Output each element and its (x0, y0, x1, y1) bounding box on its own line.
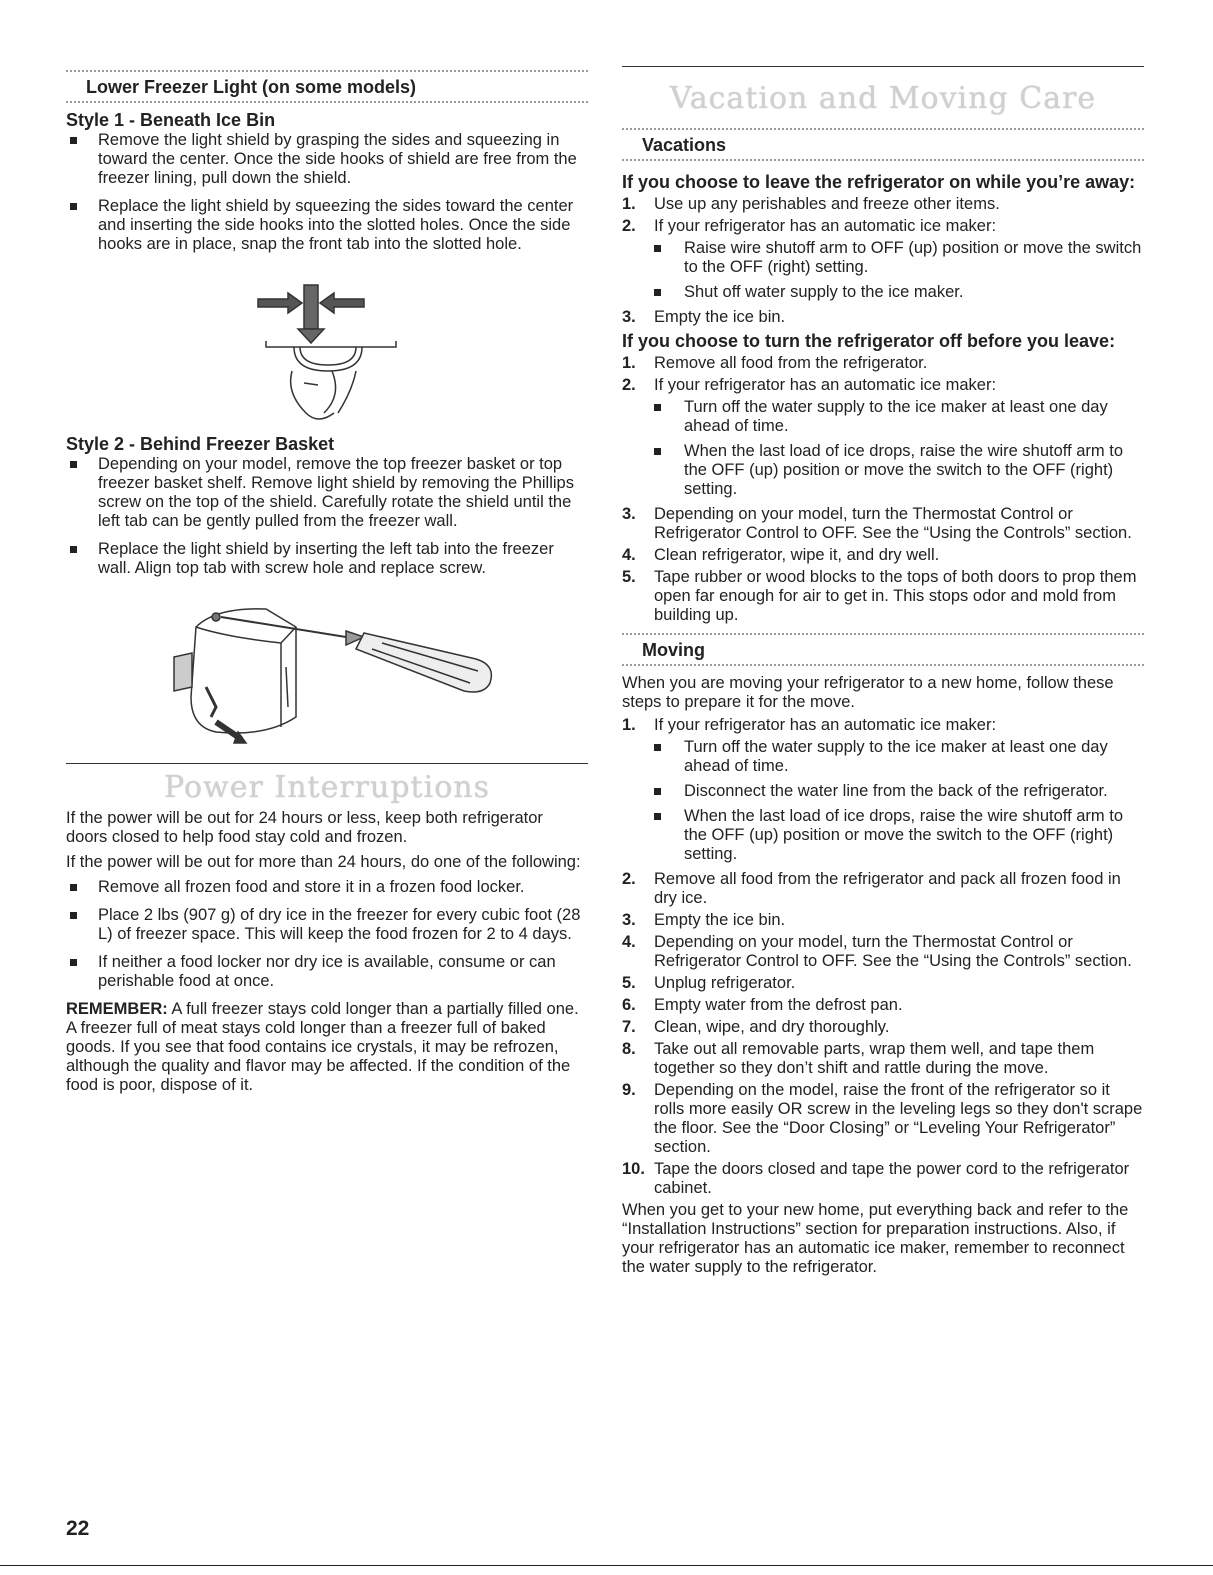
vacation-steps-on-cont (622, 308, 1144, 327)
list-item: Raise wire shutoff arm to OFF (up) position or move the switch to the OFF (right) setting. (622, 239, 1144, 277)
list-item: 1. If your refrigerator has an automatic ice maker: (622, 716, 997, 734)
power-para-2: If the power will be out for more than 24 hours, do one of the following: (66, 853, 581, 871)
power-list (66, 878, 588, 991)
list-item: 2. Remove all food from the refrigerator and pack all frozen food in dry ice. (622, 870, 1121, 907)
vacation-steps-off (622, 354, 1144, 395)
list-item: 3. Empty the ice bin. (622, 308, 786, 326)
list-item: 2. If your refrigerator has an automatic ice maker: (622, 217, 997, 235)
power-para-1: If the power will be out for 24 hours or less, keep both refrigerator doors closed to help food stay cold and frozen. (66, 809, 543, 846)
list-item: Turn off the water supply to the ice maker at least one day ahead of time. (622, 398, 1144, 436)
list-item: Replace the light shield by squeezing the sides toward the center and inserting the side hooks into the slotted holes. Once the side hooks are in place, snap the front tab into the slotted hole. (66, 197, 588, 254)
list-item: If neither a food locker nor dry ice is available, consume or can perishable food at once. (66, 953, 588, 991)
moving-step-1 (622, 716, 1144, 735)
section-divider (622, 66, 1144, 67)
freezer-basket-light-shield-figure (66, 587, 588, 757)
vacation-steps-on (622, 195, 1144, 236)
left-column (66, 62, 588, 1095)
ice-bin-light-shield-figure (66, 263, 588, 431)
list-item: 5. Tape rubber or wood blocks to the tops of both doors to prop them open far enough for air to get in. This stops odor and mold from building up. (622, 568, 1137, 624)
list-item: 6. Empty water from the defrost pan. (622, 996, 903, 1014)
list-item: Replace the light shield by inserting the left tab into the freezer wall. Align top tab with screw hole and replace screw. (66, 540, 588, 578)
vacations-subheading: Vacations (622, 128, 1144, 161)
right-column (622, 62, 1144, 1277)
moving-steps (622, 870, 1144, 1198)
vacation-moving-title: Vacation and Moving Care (669, 81, 1097, 116)
vacation-on-sub-list (622, 239, 1144, 302)
list-item: Turn off the water supply to the ice maker at least one day ahead of time. (622, 738, 1144, 776)
remember-label: REMEMBER: (66, 1000, 168, 1018)
moving-intro: When you are moving your refrigerator to a new home, follow these steps to prepare it for the move. (622, 674, 1114, 711)
list-item: 3. Empty the ice bin. (622, 911, 786, 929)
list-item: Disconnect the water line from the back of the refrigerator. (622, 782, 1144, 801)
remember-paragraph (66, 1000, 588, 1095)
page-number: 22 (66, 1517, 90, 1540)
list-item: 10. Tape the doors closed and tape the power cord to the refrigerator cabinet. (622, 1160, 1130, 1197)
list-item: 4. Depending on your model, turn the Thermostat Control or Refrigerator Control to OFF. See the “Using the Controls” section. (622, 933, 1132, 970)
list-item: Place 2 lbs (907 g) of dry ice in the freezer for every cubic foot (28 L) of freezer space. This will keep the food frozen for 2 to 4 days. (66, 906, 588, 944)
list-item: When the last load of ice drops, raise the wire shutoff arm to the OFF (up) position or move the switch to the OFF (right) setting. (622, 807, 1144, 864)
style1-list (66, 131, 588, 254)
list-item: 7. Clean, wipe, and dry thoroughly. (622, 1018, 890, 1036)
style2-heading: Style 2 - Behind Freezer Basket (66, 434, 335, 454)
moving-sub-list (622, 738, 1144, 864)
list-item: Shut off water supply to the ice maker. (622, 283, 1144, 302)
moving-closing: When you get to your new home, put everything back and refer to the “Installation Instructions” section for preparation instructions. Also, if your refrigerator has an automatic ice maker, remember to reconnect the water supply to the refrigerator. (622, 1201, 1129, 1276)
vacation-steps-off-cont (622, 505, 1144, 625)
moving-subheading: Moving (622, 633, 1144, 666)
section-title-freezer-light: Lower Freezer Light (on some models) (66, 70, 588, 103)
list-item: 1. Use up any perishables and freeze other items. (622, 195, 1000, 213)
list-item: 8. Take out all removable parts, wrap them well, and tape them together so they don’t shift and rattle during the move. (622, 1040, 1095, 1077)
section-divider (66, 763, 588, 764)
list-item: 5. Unplug refrigerator. (622, 974, 796, 992)
list-item: Remove the light shield by grasping the sides and squeezing in toward the center. Once the side hooks of shield are free from the freezer lining, pull down the shield. (66, 131, 588, 188)
list-item: 2. If your refrigerator has an automatic ice maker: (622, 376, 997, 394)
list-item: Remove all frozen food and store it in a frozen food locker. (66, 878, 588, 897)
list-item: 4. Clean refrigerator, wipe it, and dry well. (622, 546, 940, 564)
list-item: When the last load of ice drops, raise the wire shutoff arm to the OFF (up) position or move the switch to the OFF (right) setting. (622, 442, 1144, 499)
list-item: 9. Depending on the model, raise the front of the refrigerator so it rolls more easily OR screw in the leveling legs so they don't scrape the floor. See the “Door Closing” or “Leveling Your Refrigerator” section. (622, 1081, 1143, 1156)
style1-heading: Style 1 - Beneath Ice Bin (66, 110, 276, 130)
list-item: 1. Remove all food from the refrigerator. (622, 354, 928, 372)
vacation-off-sub-list (622, 398, 1144, 499)
list-item: Depending on your model, remove the top freezer basket or top freezer basket shelf. Remove light shield by removing the Phillips screw on the top of the shield. Carefully rotate the shield until the left tab can be gently pulled from the freezer wall. (66, 455, 588, 531)
vacation-question-2: If you choose to turn the refrigerator off before you leave: (622, 331, 1116, 351)
vacation-question-1: If you choose to leave the refrigerator on while you’re away: (622, 172, 1136, 192)
style2-list (66, 455, 588, 578)
list-item: 3. Depending on your model, turn the Thermostat Control or Refrigerator Control to OFF. See the “Using the Controls” section. (622, 505, 1132, 542)
bottom-rule (0, 1565, 1213, 1566)
power-interruptions-title: Power Interruptions (164, 770, 490, 805)
remember-text: A full freezer stays cold longer than a partially filled one. A freezer full of meat stays cold longer than a freezer full of baked goods. If you see that food contains ice crystals, it may be refrozen, although the quality and flavor may be affected. If the condition of the food is poor, dispose of it. (66, 1000, 579, 1094)
